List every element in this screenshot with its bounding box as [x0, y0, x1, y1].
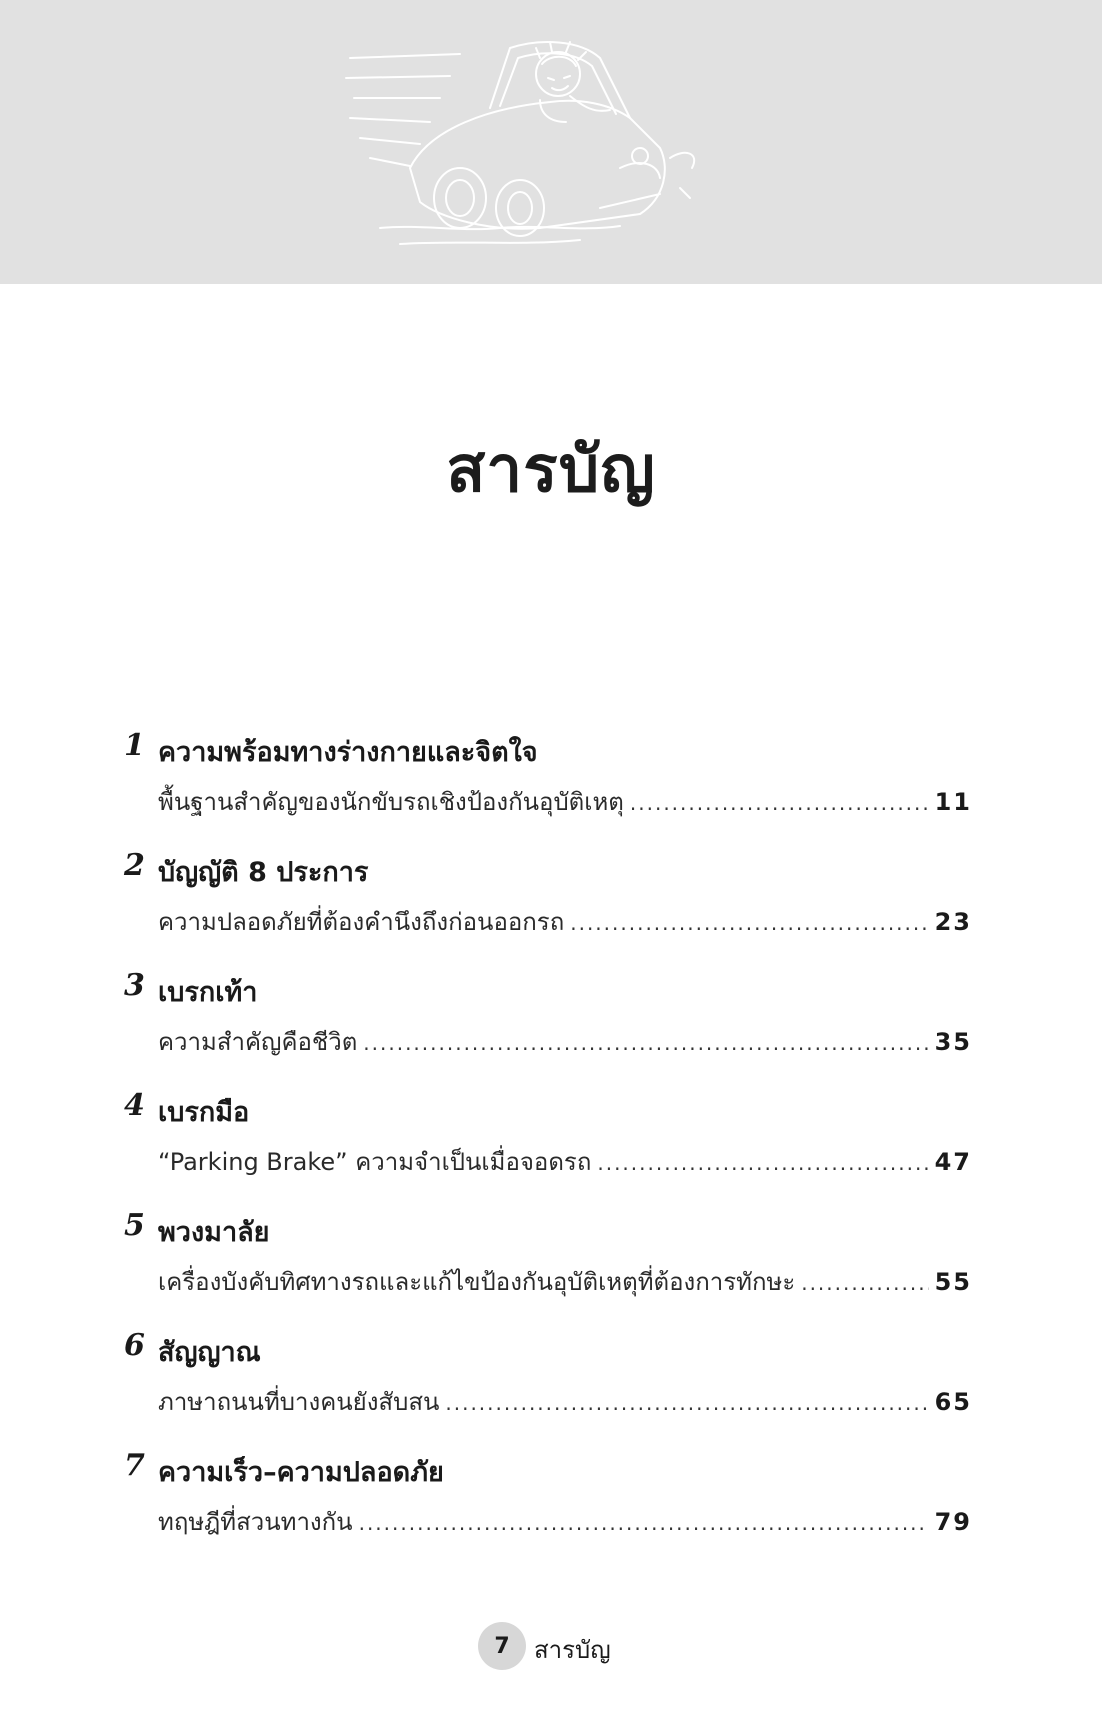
dot-leader	[445, 1391, 928, 1415]
chapter-subtitle: ทฤษฎีที่สวนทางกัน	[158, 1508, 353, 1536]
toc-entry-5[interactable]	[124, 1208, 972, 1328]
page-number: 35	[934, 1028, 972, 1056]
toc-entry-2[interactable]	[124, 848, 972, 968]
chapter-title: เบรกมือ	[158, 1097, 250, 1128]
header-banner	[0, 0, 1102, 284]
chapter-number: 1	[124, 728, 145, 763]
dot-leader	[363, 1031, 928, 1055]
chapter-title: สัญญาณ	[158, 1337, 261, 1368]
page-number: 65	[934, 1388, 972, 1416]
page-number: 47	[934, 1148, 972, 1176]
chapter-subtitle: เครื่องบังคับทิศทางรถและแก้ไขป้องกันอุบัติเหตุที่ต้องการทักษะ	[158, 1268, 796, 1296]
chapter-number: 2	[124, 848, 145, 883]
footer-section-label: สารบัญ	[534, 1636, 611, 1664]
chapter-title: ความเร็ว–ความปลอดภัย	[158, 1457, 444, 1488]
chapter-subtitle: ภาษาถนนที่บางคนยังสับสน	[158, 1388, 440, 1416]
toc-entry-4[interactable]	[124, 1088, 972, 1208]
chapter-number: 4	[124, 1088, 145, 1123]
chapter-title: พวงมาลัย	[158, 1217, 270, 1248]
chapter-title: ความพร้อมทางร่างกายและจิตใจ	[158, 737, 538, 768]
dot-leader	[597, 1151, 928, 1175]
car-driver-illustration	[340, 18, 720, 258]
page-number: 11	[934, 788, 972, 816]
chapter-subtitle: ความสำคัญคือชีวิต	[158, 1028, 358, 1056]
table-of-contents	[124, 728, 972, 1568]
chapter-number: 7	[124, 1448, 145, 1483]
chapter-title: บัญญัติ 8 ประการ	[158, 857, 369, 888]
page-title: สารบัญ	[446, 433, 656, 507]
toc-entry-6[interactable]	[124, 1328, 972, 1448]
chapter-number: 3	[124, 968, 145, 1003]
page-number: 55	[934, 1268, 972, 1296]
dot-leader	[630, 791, 929, 815]
chapter-subtitle: “Parking Brake” ความจำเป็นเมื่อจอดรถ	[158, 1148, 592, 1176]
chapter-subtitle: พื้นฐานสำคัญของนักขับรถเชิงป้องกันอุบัติเหตุ	[158, 788, 624, 816]
toc-entry-3[interactable]	[124, 968, 972, 1088]
chapter-title: เบรกเท้า	[158, 977, 258, 1008]
toc-entry-1[interactable]	[124, 728, 972, 848]
footer-page-number: 7	[478, 1622, 526, 1670]
dot-leader	[801, 1271, 928, 1295]
dot-leader	[359, 1511, 929, 1535]
page-number: 79	[934, 1508, 972, 1536]
chapter-subtitle: ความปลอดภัยที่ต้องคำนึงถึงก่อนออกรถ	[158, 908, 565, 936]
dot-leader	[570, 911, 928, 935]
page-footer	[0, 1620, 1102, 1670]
chapter-number: 6	[124, 1328, 145, 1363]
toc-entry-7[interactable]	[124, 1448, 972, 1568]
page-number: 23	[934, 908, 972, 936]
chapter-number: 5	[124, 1208, 145, 1243]
